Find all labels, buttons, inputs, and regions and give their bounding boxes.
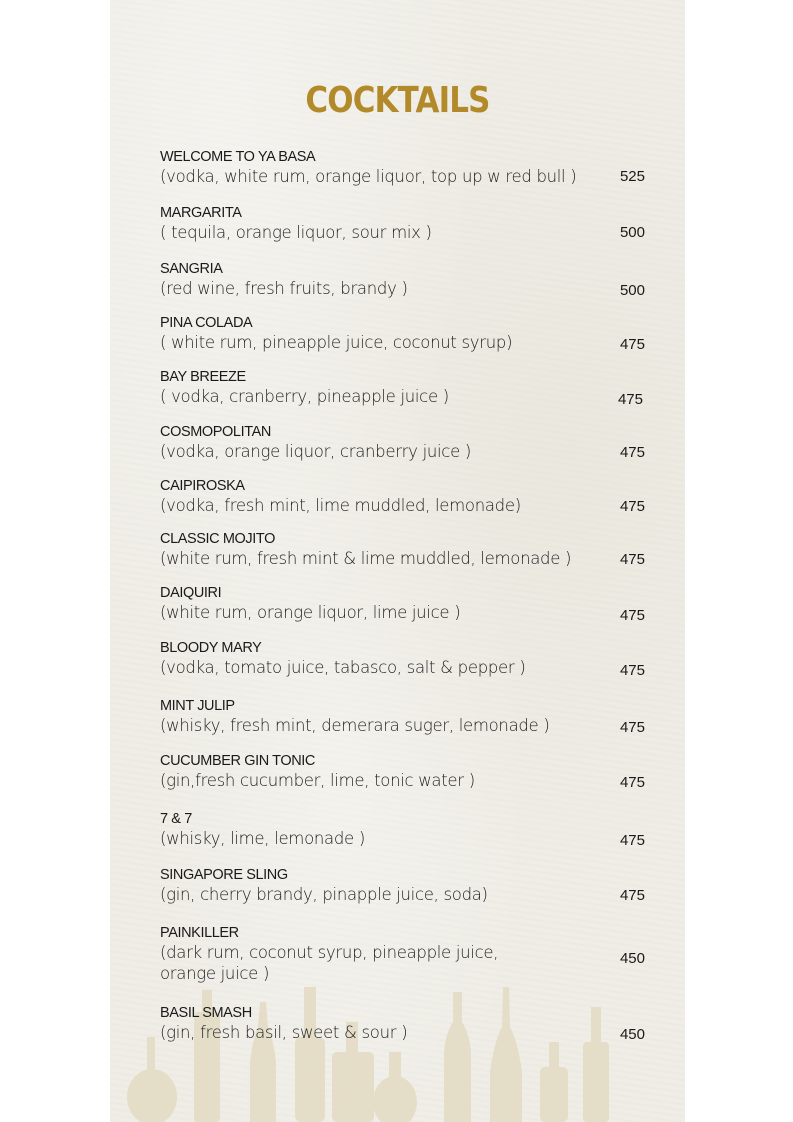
item-description: (vodka, fresh mint, lime muddled, lemonade) (160, 496, 521, 515)
bottles-silhouette-decoration (110, 982, 685, 1122)
menu-page (110, 0, 685, 1122)
item-price: 475 (619, 607, 645, 624)
menu-item (160, 810, 645, 849)
item-description: (whisky, fresh mint, demerara suger, lemonade ) (160, 716, 550, 735)
item-name: PINA COLADA (160, 315, 253, 331)
menu-item (160, 260, 645, 299)
item-description: (whisky, lime, lemonade ) (160, 829, 365, 848)
item-price: 475 (619, 336, 645, 353)
item-description: (gin, cherry brandy, pinapple juice, soda) (160, 885, 488, 904)
item-description: (gin,fresh cucumber, lime, tonic water ) (160, 771, 475, 790)
item-name: CUCUMBER GIN TONIC (160, 753, 315, 769)
item-name: CAIPIROSKA (160, 478, 245, 494)
item-price: 475 (619, 719, 645, 736)
menu-title: COCKTAILS (305, 80, 490, 121)
item-price: 475 (619, 498, 645, 515)
item-description: (red wine, fresh fruits, brandy ) (160, 279, 408, 298)
item-price: 475 (619, 887, 645, 904)
item-description: (white rum, orange liquor, lime juice ) (160, 603, 461, 622)
menu-item (160, 697, 645, 736)
item-name: CLASSIC MOJITO (160, 531, 275, 547)
item-description: (white rum, fresh mint & lime muddled, lemonade ) (160, 549, 572, 568)
item-description: (dark rum, coconut syrup, pineapple juice, orange juice ) (160, 943, 499, 983)
item-price: 475 (617, 391, 643, 408)
item-name: SANGRIA (160, 261, 223, 277)
item-name: SINGAPORE SLING (160, 867, 288, 883)
item-price: 525 (619, 168, 645, 185)
menu-item (160, 148, 645, 187)
menu-item (160, 530, 645, 569)
item-description: (vodka, white rum, orange liquor, top up w red bull ) (160, 167, 577, 186)
item-description: ( white rum, pineapple juice, coconut syrup) (160, 333, 513, 352)
item-price: 475 (619, 444, 645, 461)
item-name: BAY BREEZE (160, 369, 246, 385)
item-name: MARGARITA (160, 205, 242, 221)
item-description: (vodka, tomato juice, tabasco, salt & pepper ) (160, 658, 526, 677)
menu-item (160, 1004, 645, 1043)
menu-item (160, 204, 645, 243)
item-description: ( vodka, cranberry, pineapple juice ) (160, 387, 449, 406)
item-description: (vodka, orange liquor, cranberry juice ) (160, 442, 472, 461)
item-name: DAIQUIRI (160, 585, 222, 601)
item-price: 500 (619, 224, 645, 241)
menu-item (160, 866, 645, 905)
item-name: PAINKILLER (160, 925, 239, 941)
item-price: 450 (619, 950, 645, 967)
menu-item (160, 752, 645, 791)
item-price: 475 (619, 774, 645, 791)
item-name: BLOODY MARY (160, 640, 262, 656)
item-price: 475 (619, 551, 645, 568)
menu-item (160, 423, 645, 462)
item-price: 450 (619, 1026, 645, 1043)
item-name: WELCOME TO YA BASA (160, 149, 316, 165)
item-price: 475 (619, 832, 645, 849)
item-name: BASIL SMASH (160, 1005, 252, 1021)
item-price: 475 (619, 662, 645, 679)
item-name: MINT JULIP (160, 698, 235, 714)
item-name: COSMOPOLITAN (160, 424, 271, 440)
menu-item (160, 368, 643, 408)
item-description: ( tequila, orange liquor, sour mix ) (160, 223, 432, 242)
menu-item (160, 477, 645, 516)
menu-item (160, 639, 645, 679)
item-name: 7 & 7 (160, 811, 192, 827)
menu-item (160, 924, 645, 984)
menu-item (160, 584, 645, 624)
item-description: (gin, fresh basil, sweet & sour ) (160, 1023, 408, 1042)
menu-item (160, 314, 645, 353)
item-price: 500 (619, 282, 645, 299)
